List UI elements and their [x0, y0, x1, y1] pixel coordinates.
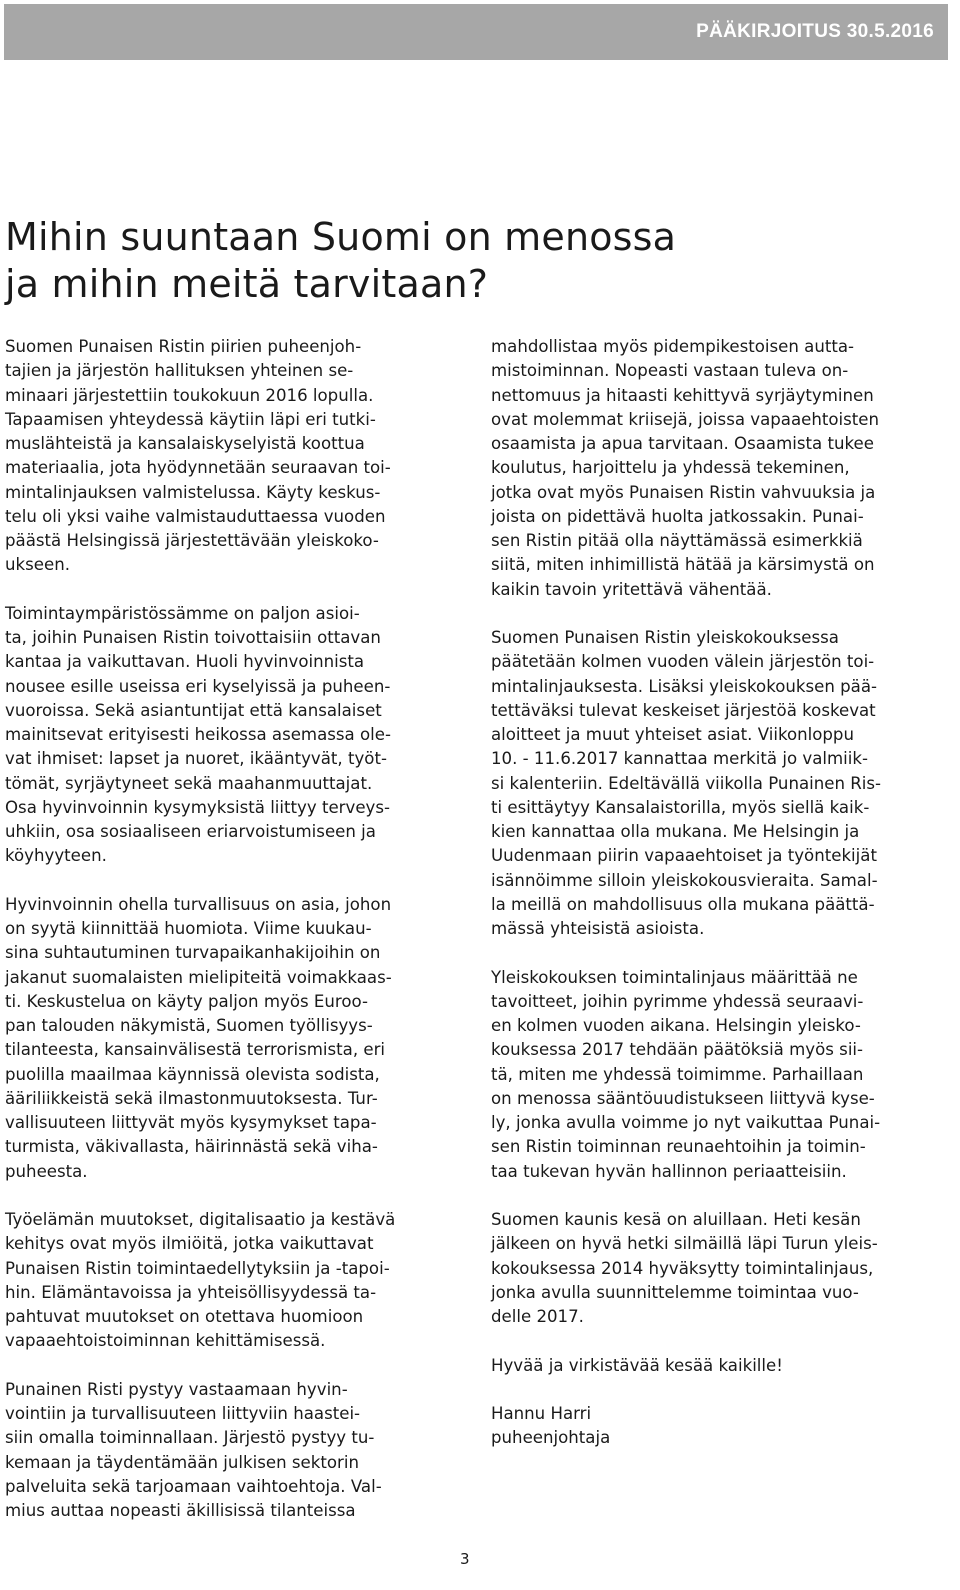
text-line: turmista, väkivallasta, häirinnästä sekä viha-	[5, 1137, 378, 1157]
text-line: Suomen kaunis kesä on aluillaan. Heti kesän	[491, 1210, 861, 1229]
text-line: mahdollistaa myös pidempikestoisen autta-	[491, 337, 855, 356]
text-line: kehitys ovat myös ilmiöitä, jotka vaikuttavat	[5, 1234, 374, 1254]
article-column-left	[5, 335, 465, 1548]
text-line: kemaan ja täydentämään julkisen sektorin	[5, 1452, 359, 1472]
text-line: Toimintaympäristössämme on paljon asioi-	[5, 603, 360, 623]
page-number: 3	[460, 1550, 470, 1568]
text-line: Suomen Punaisen Ristin yleiskokouksessa	[491, 628, 839, 647]
text-line: on syytä kiinnittää huomiota. Viime kuukau-	[5, 919, 372, 938]
text-line: kien kannattaa olla mukana. Me Helsingin ja	[491, 822, 860, 841]
header-bar	[4, 4, 948, 60]
text-line: palveluita sekä tarjoamaan vaihtoehtoja. Val-	[5, 1476, 382, 1496]
paragraph	[5, 1378, 465, 1524]
text-line: mistoiminnan. Nopeasti vastaan tuleva on-	[491, 361, 849, 381]
text-line: muslähteistä ja kansalaiskyselyistä koottua	[5, 434, 365, 453]
text-line: kokouksessa 2014 hyväksytty toimintalinjaus,	[491, 1258, 874, 1278]
text-line: kaikin tavoin yritettävä vähentää.	[491, 579, 772, 599]
text-line: sina suhtautuminen turvapaikanhakijoihin on	[5, 943, 381, 963]
text-line: vapaaehtoistoiminnan kehittämisessä.	[5, 1331, 326, 1351]
text-line: jakanut suomalaisten mielipiteitä voimakkaas-	[5, 967, 392, 987]
text-line: telu oli yksi vaihe valmistauduttaessa vuoden	[5, 506, 386, 526]
text-line: uhkiin, osa sosiaaliseen eriarvoistumiseen ja	[5, 822, 376, 841]
text-line: Suomen Punaisen Ristin piirien puheenjoh-	[5, 337, 362, 356]
text-line: aloitteet ja muut yhteiset asiat. Viikonloppu	[491, 725, 854, 744]
text-line: mässä yhteisistä asioista.	[491, 919, 705, 938]
text-line: Hyvinvoinnin ohella turvallisuus on asia, johon	[5, 894, 392, 914]
text-line: vallisuuteen liittyvät myös kysymykset tapa-	[5, 1113, 377, 1132]
text-line: en kolmen vuoden aikana. Helsingin yleisko-	[491, 1016, 861, 1035]
text-line: nousee esille useissa eri kyselyissä ja puheen-	[5, 676, 391, 696]
text-line: sen Ristin toiminnan reunaehtoihin ja toimin-	[491, 1137, 866, 1157]
text-line: Hyvää ja virkistävää kesää kaikille!	[491, 1355, 783, 1375]
text-line: tömät, syrjäytyneet sekä maahanmuuttajat.	[5, 773, 373, 793]
text-line: tä, miten me yhdessä toimimme. Parhaillaan	[491, 1064, 864, 1084]
text-line: tajien ja järjestön hallituksen yhteinen se-	[5, 361, 354, 381]
text-line: päätetään kolmen vuoden välein järjestön toi-	[491, 652, 875, 672]
text-line: Punainen Risti pystyy vastaamaan hyvin-	[5, 1379, 348, 1399]
text-line: si kalenteriin. Edeltävällä viikolla Punainen Ris-	[491, 773, 882, 793]
paragraph	[491, 1402, 951, 1451]
text-line: jonka avulla suunnittelemme toimintaa vuo-	[491, 1282, 859, 1302]
text-line: mius auttaa nopeasti äkillisissä tilanteissa	[5, 1501, 356, 1520]
text-line: kouksessa 2017 tehdään päätöksiä myös sii-	[491, 1040, 864, 1060]
article-column-right	[491, 335, 951, 1475]
paragraph	[491, 1208, 951, 1329]
text-line: kantaa ja vaikuttavan. Huoli hyvinvoinnista	[5, 652, 365, 672]
text-line: Työelämän muutokset, digitalisaatio ja kestävä	[5, 1210, 396, 1229]
text-line: ääriliikkeistä sekä ilmastonmuutoksesta. Tur-	[5, 1088, 378, 1108]
text-line: pahtuvat muutokset on otettava huomioon	[5, 1307, 364, 1326]
text-line: vuoroissa. Sekä asiantuntijat että kansalaiset	[5, 700, 382, 720]
paragraph	[491, 335, 951, 602]
text-line: ti esittäytyy Kansalaistorilla, myös siellä kaik-	[491, 797, 870, 817]
text-line: ta, joihin Punaisen Ristin toivottaisiin ottavan	[5, 628, 381, 647]
text-line: siin omalla toiminnallaan. Järjestö pystyy tu-	[5, 1428, 375, 1448]
text-line: tettäväksi tulevat keskeiset järjestöä koskevat	[491, 700, 876, 720]
text-line: Hannu Harri	[491, 1404, 592, 1423]
text-line: delle 2017.	[491, 1307, 584, 1326]
text-line: hin. Elämäntavoissa ja yhteisöllisyydessä ta-	[5, 1282, 377, 1302]
text-line: puheenjohtaja	[491, 1428, 611, 1448]
text-line: ukseen.	[5, 555, 70, 575]
text-line: vat ihmiset: lapset ja nuoret, ikääntyvät, työt-	[5, 749, 387, 769]
text-line: siitä, miten inhimillistä hätää ja kärsimystä on	[491, 555, 875, 575]
text-line: joista on pidettävä huolta jatkossakin. Punai-	[491, 506, 864, 526]
article-title	[5, 214, 676, 308]
text-line: mintalinjauksesta. Lisäksi yleiskokouksen pää-	[491, 676, 878, 696]
title-line: ja mihin meitä tarvitaan?	[5, 262, 489, 306]
text-line: tavoitteet, joihin pyrimme yhdessä seuraavi-	[491, 991, 864, 1011]
section-date-label: PÄÄKIRJOITUS 30.5.2016	[696, 21, 934, 42]
text-line: ti. Keskustelua on käyty paljon myös Euroo-	[5, 991, 368, 1011]
paragraph	[491, 1354, 951, 1378]
paragraph	[5, 1208, 465, 1354]
text-line: nettomuus ja hitaasti kehittyvä syrjäytyminen	[491, 385, 874, 405]
paragraph	[5, 602, 465, 869]
text-line: Uudenmaan piirin vapaaehtoiset ja työntekijät	[491, 846, 877, 866]
text-line: mintalinjauksen valmistelussa. Käyty keskus-	[5, 482, 381, 502]
title-line: Mihin suuntaan Suomi on menossa	[5, 215, 677, 259]
text-line: ovat molemmat kriisejä, joissa vapaaehtoisten	[491, 409, 880, 429]
text-line: 10. - 11.6.2017 kannattaa merkitä jo valmiik-	[491, 749, 868, 769]
text-line: isännöimme silloin yleiskokousvieraita. Samal-	[491, 870, 878, 890]
text-line: köyhyyteen.	[5, 846, 107, 866]
text-line: minaari järjestettiin toukokuun 2016 lopulla.	[5, 385, 374, 405]
text-line: Osa hyvinvoinnin kysymyksistä liittyy terveys-	[5, 797, 390, 817]
text-line: jotka ovat myös Punaisen Ristin vahvuuksia ja	[491, 482, 876, 502]
text-line: taa tukevan hyvän hallinnon periaatteisiin.	[491, 1161, 847, 1181]
text-line: koulutus, harjoittelu ja yhdessä tekeminen,	[491, 458, 850, 478]
text-line: jälkeen on hyvä hetki silmäillä läpi Turun yleis-	[491, 1234, 878, 1254]
text-line: materiaalia, jota hyödynnetään seuraavan toi-	[5, 458, 391, 478]
text-line: sen Ristin pitää olla näyttämässä esimerkkiä	[491, 531, 863, 550]
text-line: osaamista ja apua tarvitaan. Osaamista tukee	[491, 434, 874, 453]
paragraph	[491, 966, 951, 1184]
text-line: la meillä on mahdollisuus olla mukana päättä-	[491, 894, 875, 914]
text-line: pan talouden näkymistä, Suomen työllisyys-	[5, 1016, 373, 1035]
text-line: Punaisen Ristin toimintaedellytyksiin ja -tapoi-	[5, 1258, 390, 1278]
paragraph	[491, 626, 951, 941]
text-line: Tapaamisen yhteydessä käytiin läpi eri tutki-	[5, 409, 376, 429]
text-line: ly, jonka avulla voimme jo nyt vaikuttaa Punai-	[491, 1113, 881, 1132]
text-line: puheesta.	[5, 1161, 88, 1181]
text-line: tilanteesta, kansainvälisestä terrorismista, eri	[5, 1040, 386, 1060]
paragraph	[5, 335, 465, 578]
text-line: vointiin ja turvallisuuteen liittyviin haastei-	[5, 1404, 361, 1423]
paragraph	[5, 893, 465, 1184]
text-line: päästä Helsingissä järjestettävään yleiskoko-	[5, 531, 379, 550]
text-line: puolilla maailmaa käynnissä olevista sodista,	[5, 1064, 380, 1084]
text-line: Yleiskokouksen toimintalinjaus määrittää ne	[491, 967, 858, 987]
text-line: on menossa sääntöuudistukseen liittyvä kyse-	[491, 1088, 875, 1108]
text-line: mainitsevat erityisesti heikossa asemassa ole-	[5, 725, 391, 744]
